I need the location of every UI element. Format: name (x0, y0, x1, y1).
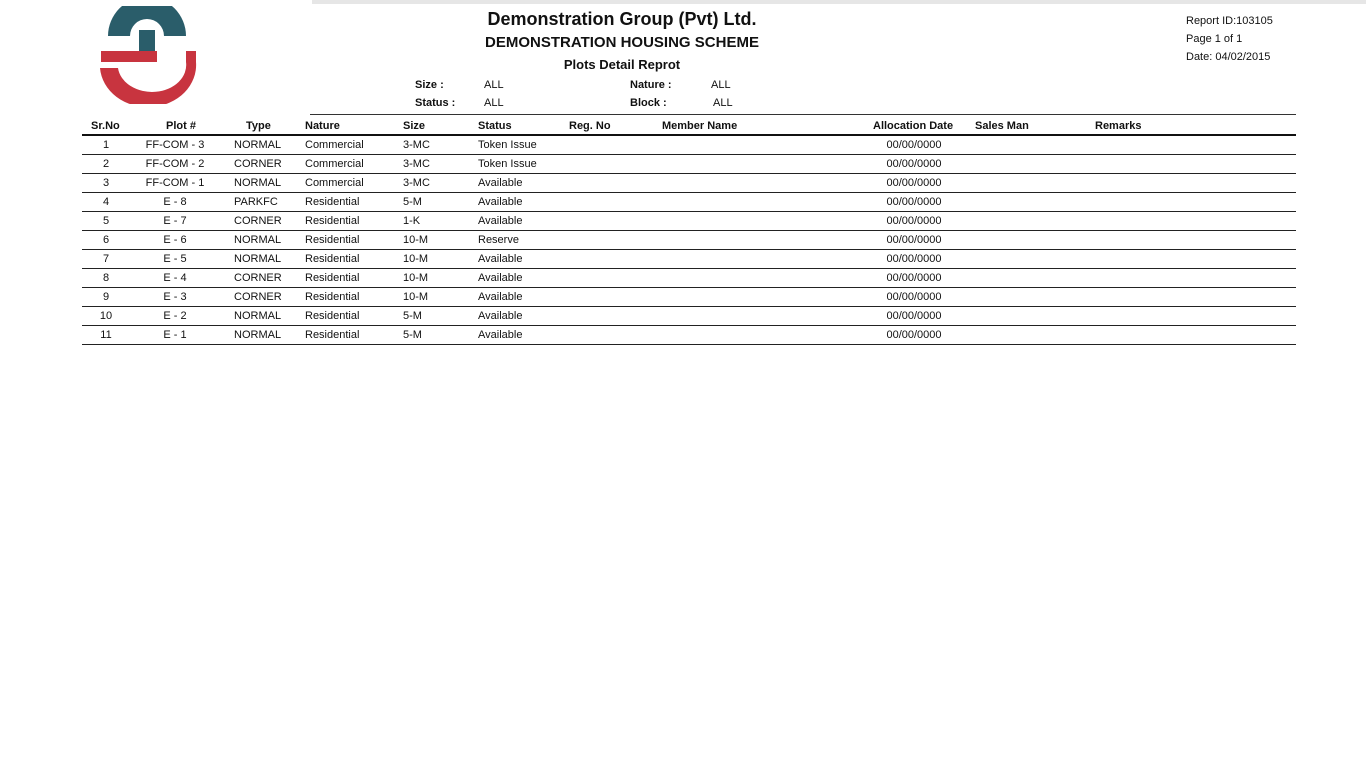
cell-size: 10-M (403, 291, 429, 303)
cell-srno: 3 (102, 177, 110, 189)
cell-status: Available (478, 177, 523, 189)
table-row (82, 269, 1296, 288)
cell-allocation-date: 00/00/0000 (886, 177, 942, 189)
col-header-sales-man: Sales Man (975, 120, 1029, 132)
cell-size: 10-M (403, 253, 429, 265)
cell-allocation-date: 00/00/0000 (886, 253, 942, 265)
table-row (82, 193, 1296, 212)
filter-block-value: ALL (713, 97, 733, 109)
page-number: Page 1 of 1 (1186, 33, 1243, 45)
cell-size: 3-MC (403, 139, 430, 151)
cell-status: Available (478, 272, 523, 284)
cell-status: Available (478, 196, 523, 208)
header-divider (310, 114, 1296, 115)
filter-status-value: ALL (484, 97, 504, 109)
cell-type: NORMAL (234, 177, 282, 189)
cell-plot: E - 2 (163, 310, 187, 322)
cell-plot: E - 7 (163, 215, 187, 227)
cell-plot: E - 5 (163, 253, 187, 265)
cell-allocation-date: 00/00/0000 (886, 196, 942, 208)
cell-status: Available (478, 291, 523, 303)
cell-status: Available (478, 329, 523, 341)
cell-allocation-date: 00/00/0000 (886, 329, 942, 341)
report-date: Date: 04/02/2015 (1186, 51, 1271, 63)
table-row (82, 250, 1296, 269)
table-row (82, 326, 1296, 345)
filter-nature-value: ALL (711, 79, 731, 91)
plots-table-body (82, 136, 1296, 345)
cell-nature: Residential (305, 310, 360, 322)
cell-size: 5-M (403, 329, 422, 341)
cell-size: 10-M (403, 234, 429, 246)
col-header-srno: Sr.No (91, 120, 120, 132)
table-row (82, 288, 1296, 307)
table-row (82, 136, 1296, 155)
cell-plot: E - 8 (163, 196, 187, 208)
scheme-name: DEMONSTRATION HOUSING SCHEME (485, 34, 759, 51)
filter-status-label: Status : (415, 97, 456, 109)
filter-block-label: Block : (630, 97, 667, 109)
company-name: Demonstration Group (Pvt) Ltd. (487, 9, 757, 29)
cell-type: NORMAL (234, 329, 282, 341)
cell-type: NORMAL (234, 234, 282, 246)
cell-nature: Commercial (305, 139, 364, 151)
table-row (82, 231, 1296, 250)
col-header-type: Type (246, 120, 271, 132)
cell-type: CORNER (234, 215, 282, 227)
cell-size: 5-M (403, 196, 422, 208)
col-header-plot: Plot # (166, 120, 196, 132)
cell-allocation-date: 00/00/0000 (886, 139, 942, 151)
cell-status: Token Issue (478, 139, 537, 151)
cell-allocation-date: 00/00/0000 (886, 310, 942, 322)
cell-status: Token Issue (478, 158, 537, 170)
cell-type: CORNER (234, 272, 282, 284)
cell-plot: FF-COM - 3 (145, 139, 205, 151)
cell-nature: Commercial (305, 158, 364, 170)
cell-srno: 5 (102, 215, 110, 227)
table-row (82, 212, 1296, 231)
cell-nature: Residential (305, 234, 360, 246)
cell-srno: 8 (102, 272, 110, 284)
col-header-status: Status (478, 120, 512, 132)
cell-nature: Residential (305, 215, 360, 227)
cell-srno: 1 (102, 139, 110, 151)
cell-size: 5-M (403, 310, 422, 322)
filter-size-value: ALL (484, 79, 504, 91)
cell-type: PARKFC (234, 196, 278, 208)
cell-type: NORMAL (234, 310, 282, 322)
cell-status: Available (478, 215, 523, 227)
col-header-allocation-date: Allocation Date (873, 120, 954, 132)
cell-type: NORMAL (234, 139, 282, 151)
cell-allocation-date: 00/00/0000 (886, 158, 942, 170)
cell-nature: Residential (305, 329, 360, 341)
report-id: Report ID:103105 (1186, 15, 1273, 27)
cell-type: CORNER (234, 291, 282, 303)
cell-nature: Residential (305, 253, 360, 265)
col-header-remarks: Remarks (1095, 120, 1142, 132)
cell-type: NORMAL (234, 253, 282, 265)
filter-nature-label: Nature : (630, 79, 672, 91)
company-logo (98, 6, 198, 104)
table-row (82, 174, 1296, 193)
cell-srno: 4 (102, 196, 110, 208)
cell-status: Available (478, 310, 523, 322)
col-header-regno: Reg. No (569, 120, 611, 132)
top-border-strip (312, 0, 1366, 4)
cell-nature: Commercial (305, 177, 364, 189)
cell-srno: 7 (102, 253, 110, 265)
cell-plot: E - 4 (163, 272, 187, 284)
cell-type: CORNER (234, 158, 282, 170)
col-header-nature: Nature (305, 120, 340, 132)
col-header-member-name: Member Name (662, 120, 738, 132)
cell-srno: 6 (102, 234, 110, 246)
cell-allocation-date: 00/00/0000 (886, 291, 942, 303)
filter-size-label: Size : (415, 79, 444, 91)
cell-plot: E - 6 (163, 234, 187, 246)
cell-status: Reserve (478, 234, 519, 246)
table-row (82, 307, 1296, 326)
cell-plot: FF-COM - 1 (145, 177, 205, 189)
cell-plot: FF-COM - 2 (145, 158, 205, 170)
cell-nature: Residential (305, 291, 360, 303)
cell-srno: 10 (99, 310, 113, 322)
cell-allocation-date: 00/00/0000 (886, 234, 942, 246)
cell-srno: 9 (102, 291, 110, 303)
cell-status: Available (478, 253, 523, 265)
cell-allocation-date: 00/00/0000 (886, 272, 942, 284)
cell-srno: 11 (100, 329, 112, 341)
col-header-size: Size (403, 120, 426, 132)
cell-nature: Residential (305, 196, 360, 208)
cell-plot: E - 1 (163, 329, 187, 341)
cell-size: 3-MC (403, 177, 430, 189)
cell-size: 10-M (403, 272, 429, 284)
cell-size: 3-MC (403, 158, 430, 170)
cell-nature: Residential (305, 272, 360, 284)
cell-size: 1-K (403, 215, 421, 227)
report-title: Plots Detail Reprot (563, 57, 681, 72)
cell-srno: 2 (102, 158, 110, 170)
cell-allocation-date: 00/00/0000 (886, 215, 942, 227)
cell-plot: E - 3 (163, 291, 187, 303)
table-row (82, 155, 1296, 174)
